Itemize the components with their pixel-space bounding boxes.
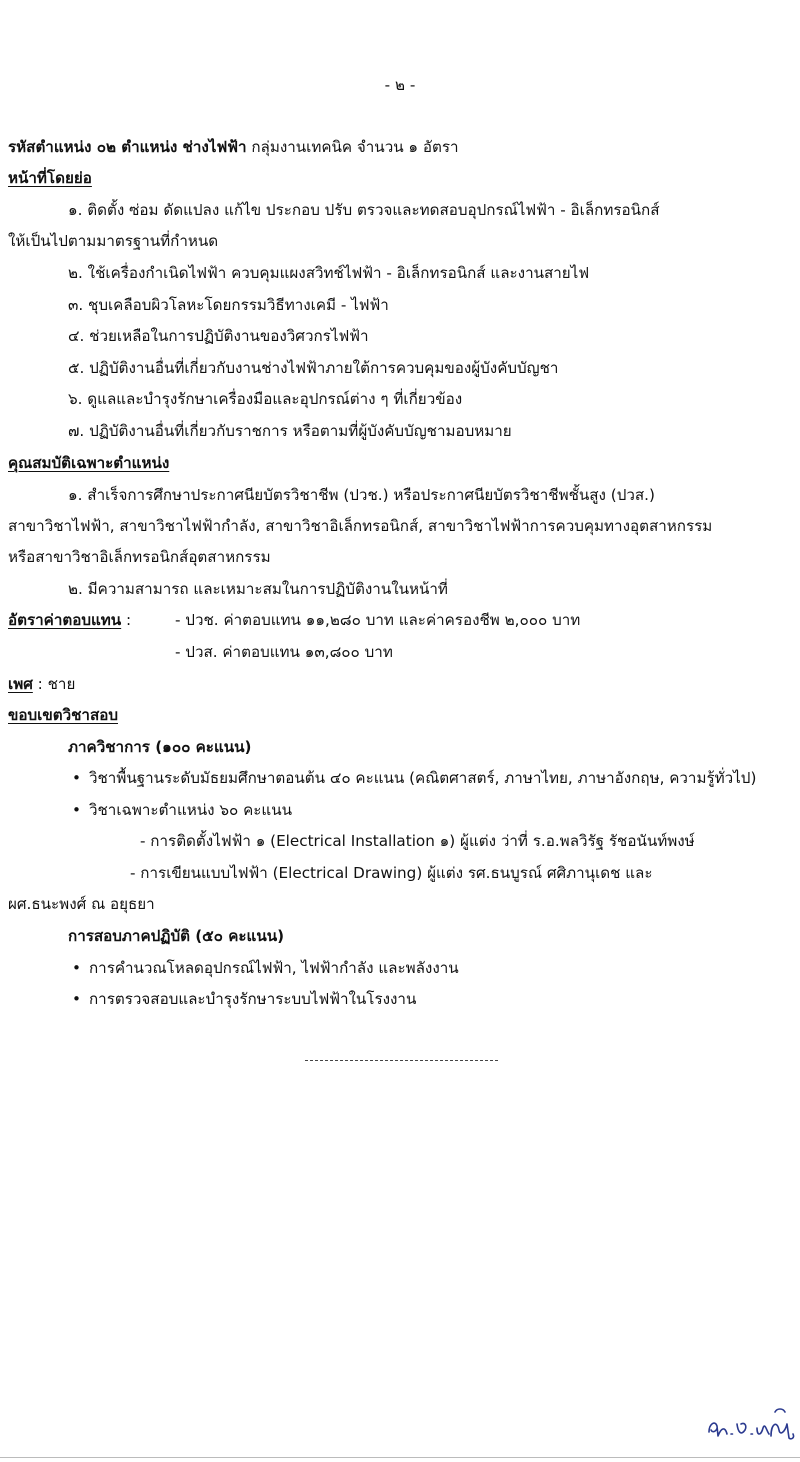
bullet-icon: • [72, 801, 81, 819]
duty-item-6: ๖. ดูแลและบำรุงรักษาเครื่องมือและอุปกรณ์ต่าง ๆ ที่เกี่ยวข้อง [68, 390, 463, 408]
gender-line [8, 673, 75, 695]
compensation-colon: : [126, 611, 132, 629]
practical-bullet-1 [72, 957, 459, 979]
exam-scope-heading: ขอบเขตวิชาสอบ [8, 706, 118, 724]
gender-value: : ชาย [37, 675, 76, 693]
bullet-icon: • [72, 959, 81, 977]
duties-heading: หน้าที่โดยย่อ [8, 169, 92, 187]
qualification-item-1-cont2: หรือสาขาวิชาอิเล็กทรอนิกส์อุตสาหกรรม [8, 548, 271, 566]
duty-item-4: ๔. ช่วยเหลือในการปฏิบัติงานของวิศวกรไฟฟ้า [68, 327, 369, 345]
practical-bullet-2-text: การตรวจสอบและบำรุงรักษาระบบไฟฟ้าในโรงงาน [88, 990, 417, 1008]
duty-item-1: ๑. ติดตั้ง ซ่อม ดัดแปลง แก้ไข ประกอบ ปรับ ตรวจและทดสอบอุปกรณ์ไฟฟ้า - อิเล็กทรอนิกส์ [68, 201, 660, 219]
practical-bullet-1-text: การคำนวณโหลดอุปกรณ์ไฟฟ้า, ไฟฟ้ากำลัง และพลังงาน [88, 959, 459, 977]
theory-bullet-1 [72, 767, 756, 789]
theory-section-heading: ภาควิชาการ (๑๐๐ คะแนน) [68, 738, 252, 756]
qualifications-heading: คุณสมบัติเฉพาะตำแหน่ง [8, 454, 170, 472]
theory-bullet-1-text: วิชาพื้นฐานระดับมัธยมศึกษาตอนต้น ๔๐ คะแนน (คณิตศาสตร์, ภาษาไทย, ภาษาอังกฤษ, ความรู้ทั่วไป) [88, 769, 757, 787]
bullet-icon: • [72, 990, 81, 1008]
end-divider [305, 1060, 498, 1061]
theory-bullet-2-text: วิชาเฉพาะตำแหน่ง ๖๐ คะแนน [88, 801, 292, 819]
reference-book-2-cont: ผศ.ธนะพงศ์ ณ อยุธยา [8, 895, 155, 913]
practical-bullet-2 [72, 988, 416, 1010]
compensation-heading: อัตราค่าตอบแทน [8, 611, 122, 629]
duty-item-1-cont: ให้เป็นไปตามมาตรฐานที่กำหนด [8, 232, 219, 250]
compensation-line-1: - ปวช. ค่าตอบแทน ๑๑,๒๘๐ บาท และค่าครองชีพ ๒,๐๐๐ บาท [175, 611, 581, 629]
duty-item-5: ๕. ปฏิบัติงานอื่นที่เกี่ยวกับงานช่างไฟฟ้าภายใต้การควบคุมของผู้บังคับบัญชา [68, 359, 559, 377]
theory-bullet-2 [72, 799, 292, 821]
qualification-item-1: ๑. สำเร็จการศึกษาประกาศนียบัตรวิชาชีพ (ปวช.) หรือประกาศนียบัตรวิชาชีพชั้นสูง (ปวส.) [68, 486, 655, 504]
gender-label: เพศ [8, 675, 33, 693]
qualification-item-2: ๒. มีความสามารถ และเหมาะสมในการปฏิบัติงานในหน้าที่ [68, 580, 448, 598]
compensation-line-2: - ปวส. ค่าตอบแทน ๑๓,๘๐๐ บาท [175, 643, 393, 661]
page-bottom-edge [0, 1457, 800, 1458]
handwritten-signature [705, 1402, 800, 1442]
practical-section-heading: การสอบภาคปฏิบัติ (๕๐ คะแนน) [68, 927, 285, 945]
position-code-title: รหัสตำแหน่ง ๐๒ ตำแหน่ง ช่างไฟฟ้า [8, 138, 247, 156]
position-group: กลุ่มงานเทคนิค จำนวน ๑ อัตรา [251, 138, 459, 156]
qualification-item-1-cont: สาขาวิชาไฟฟ้า, สาขาวิชาไฟฟ้ากำลัง, สาขาวิชาอิเล็กทรอนิกส์, สาขาวิชาไฟฟ้าการควบคุมทางอุตสาหกรรม [8, 517, 713, 535]
bullet-icon: • [72, 769, 81, 787]
reference-book-1: - การติดตั้งไฟฟ้า ๑ (Electrical Installation ๑) ผู้แต่ง ว่าที่ ร.อ.พลวิรัฐ รัชอนันท์พงษ์ [140, 832, 695, 850]
position-header [8, 136, 459, 158]
reference-book-2: - การเขียนแบบไฟฟ้า (Electrical Drawing) ผู้แต่ง รศ.ธนบูรณ์ ศศิภานุเดช และ [130, 864, 653, 882]
duty-item-3: ๓. ชุบเคลือบผิวโลหะโดยกรรมวิธีทางเคมี - ไฟฟ้า [68, 296, 389, 314]
compensation-label [8, 609, 131, 631]
page-number: - ๒ - [384, 76, 416, 94]
duty-item-7: ๗. ปฏิบัติงานอื่นที่เกี่ยวกับราชการ หรือตามที่ผู้บังคับบัญชามอบหมาย [68, 422, 512, 440]
duty-item-2: ๒. ใช้เครื่องกำเนิดไฟฟ้า ควบคุมแผงสวิทช์ไฟฟ้า - อิเล็กทรอนิกส์ และงานสายไฟ [68, 264, 590, 282]
